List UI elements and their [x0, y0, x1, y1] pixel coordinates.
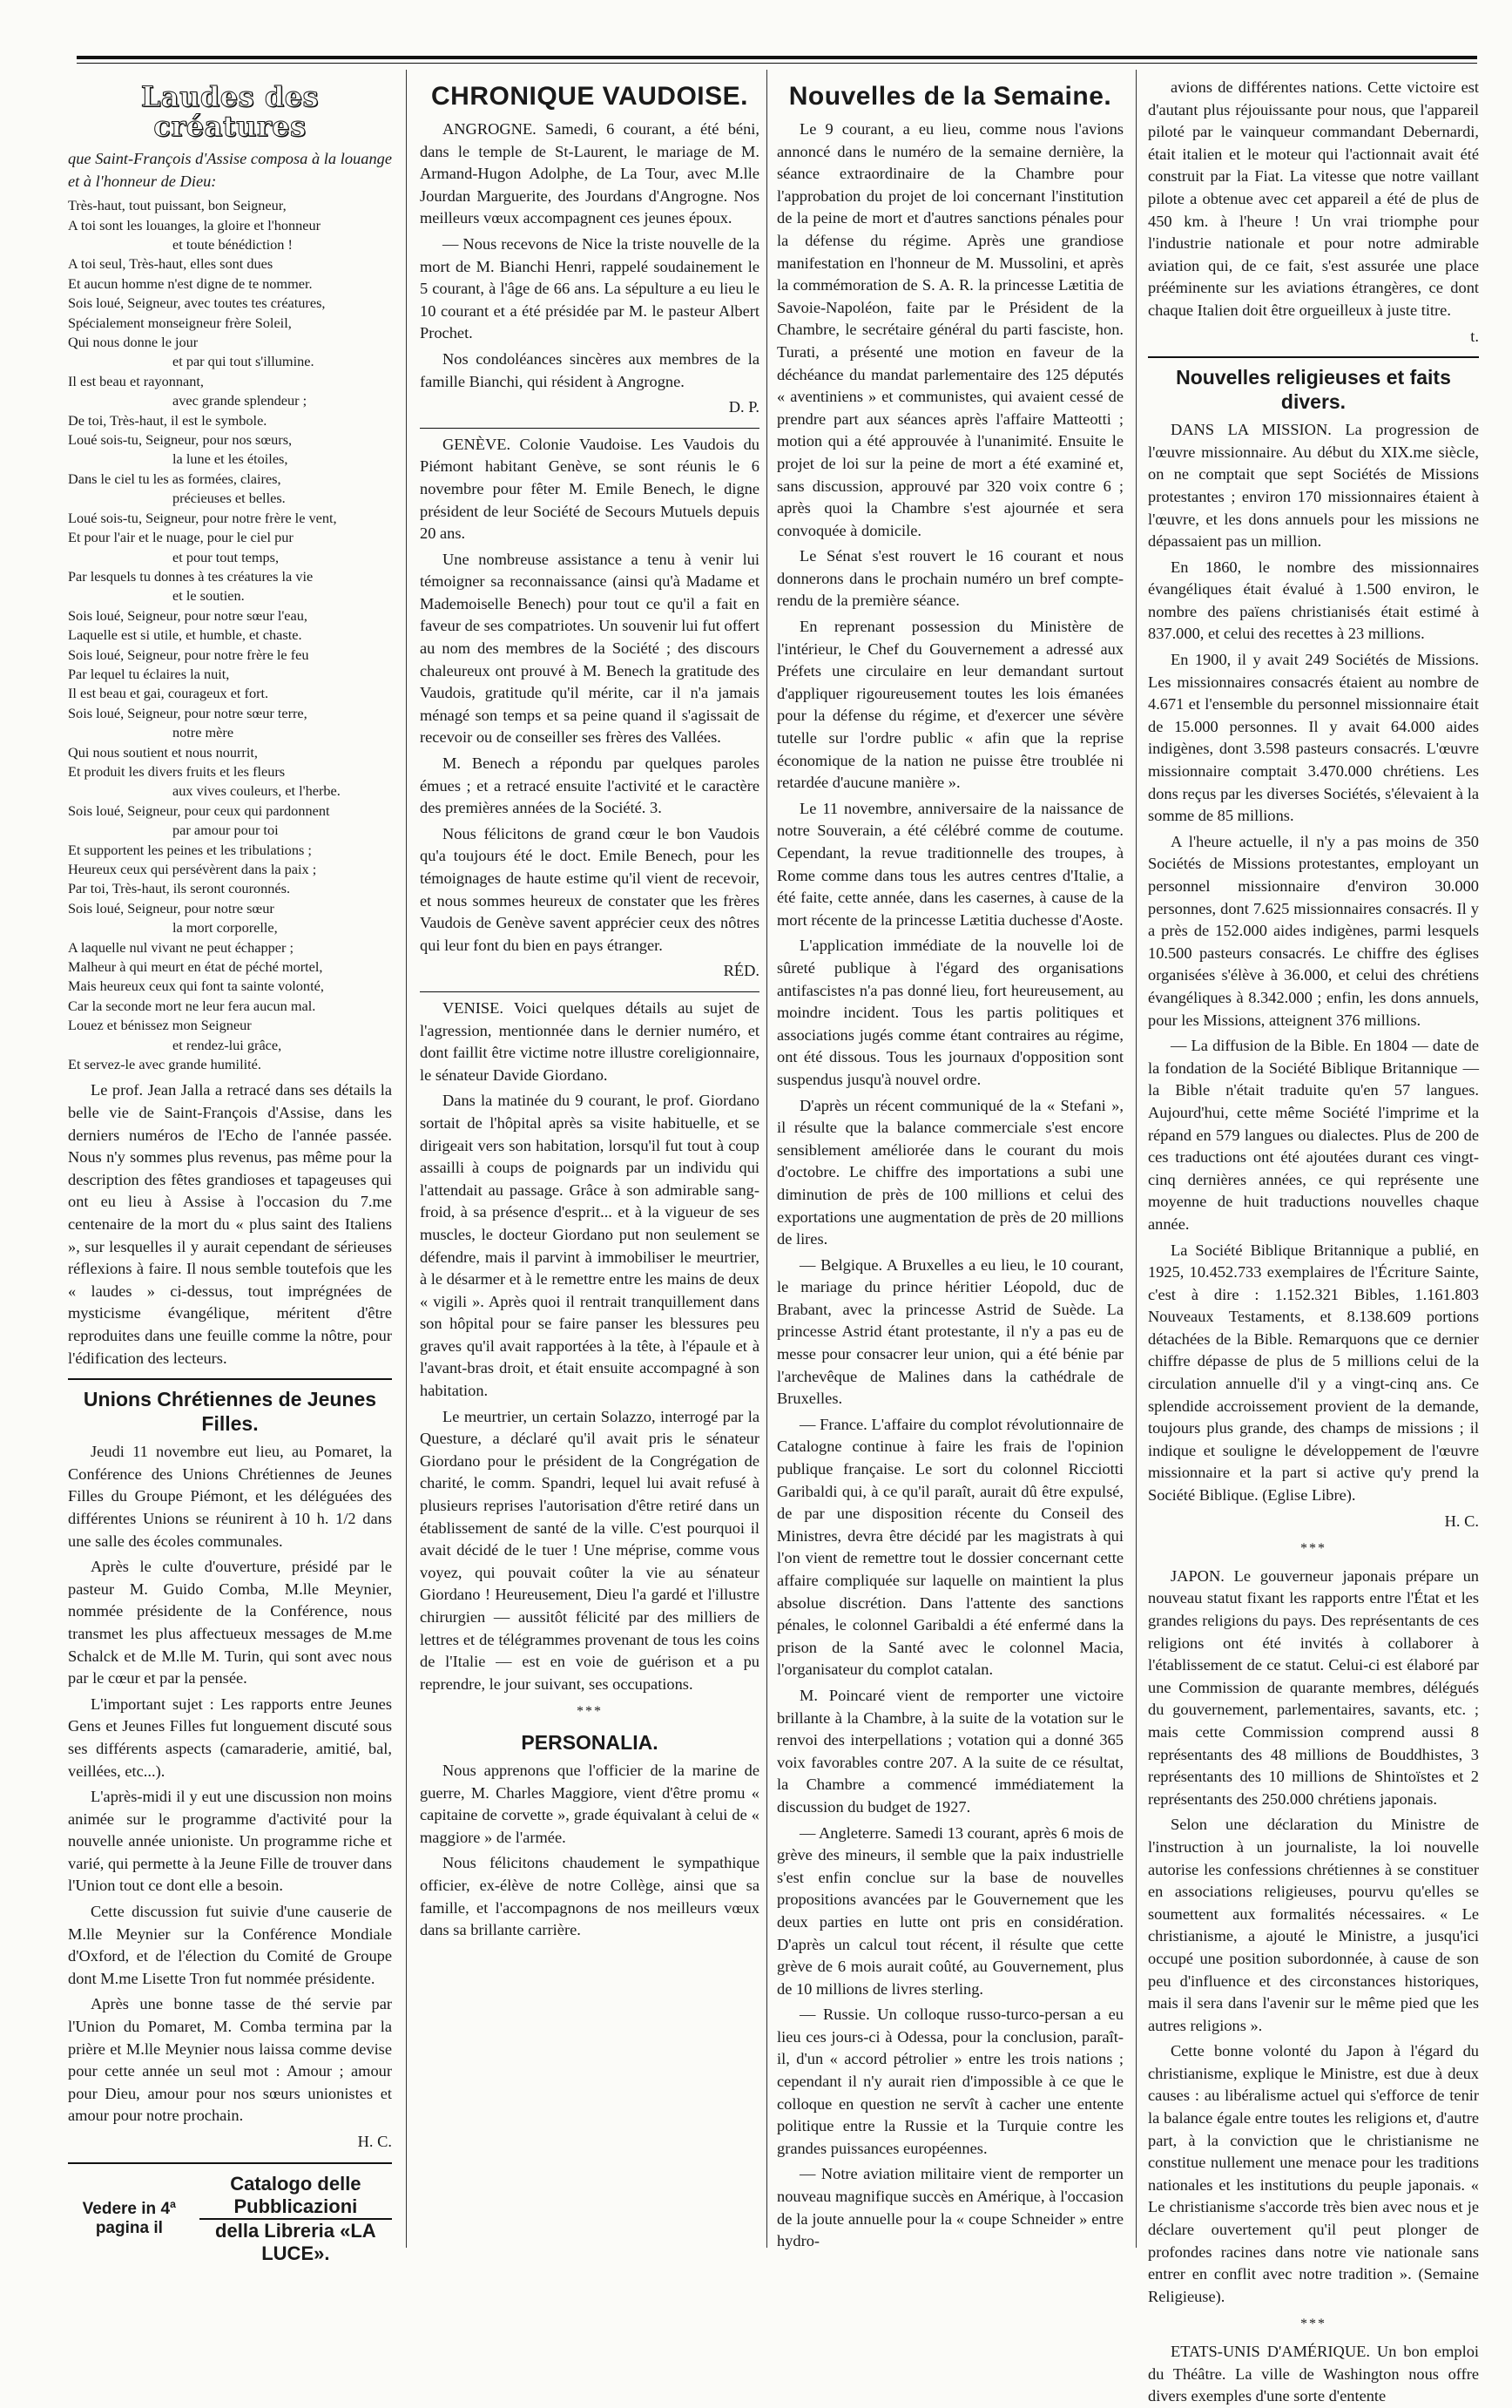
poem-line: De toi, Très-haut, il est le symbole. [68, 411, 267, 429]
paragraph: Après une bonne tasse de thé servie par l'Union du Pomaret, M. Comba termina par la prière et M.lle Meynier nous laissa comme devise pour cette année un seul mot : Amour ; amour pour Dieu, amour pour nos sœurs unionistes et amour pour notre prochain. [68, 1995, 392, 2125]
poem-line: Par toi, Très-haut, ils seront couronnés. [68, 880, 291, 897]
column-1 [68, 77, 392, 2264]
personalia-body [420, 1760, 759, 1942]
signature: RÉD. [723, 962, 759, 980]
divider [420, 991, 759, 992]
column-3 [777, 77, 1124, 2250]
advert-catalogue: Catalogo delle Pubblicazioni [199, 2173, 392, 2220]
separator-stars: *** [1300, 1541, 1326, 1557]
poem-line: A toi sont les louanges, la gloire et l'honneur [68, 216, 321, 233]
article-title-religieuses: Nouvelles religieuses et faits divers. [1176, 366, 1451, 414]
paragraph: Cette bonne volonté du Japon à l'égard du christianisme, explique le Ministre, est due à deux causes : au libéralisme actuel qui s'efforce de tenir la balance égale entre toutes les religions et, d'autre part, à la conviction que le christianisme ne constitue nullement une menace pour les traditions nationales et les institutions du peuple japonais. « Le christianisme s'accorde très bien avec nous et je déclare ouvertement qu'il peut plonger de profondes racines dans notre vie nationale sans entrer en conflit avec notre tradition ». (Semaine Religieuse). [1148, 2042, 1479, 2305]
poem-line: Sois loué, Seigneur, pour notre sœur terre, [68, 704, 307, 721]
paragraph: DANS LA MISSION. La progression de l'œuvre missionnaire. Au début du XIX.me siècle, on ne comptait que sept Sociétés de Missions protestantes ; environ 170 missionnaires étaient à l'œuvre, et les dons annuels pour les missions ne dépassaient pas un million. [1148, 421, 1479, 551]
poem-line: la mort corporelle, [172, 919, 278, 937]
aviation-continued [1148, 77, 1479, 322]
japon-body [1148, 1566, 1479, 2309]
poem-line: Sois loué, Seigneur, pour notre sœur [68, 899, 274, 917]
signature: t. [1470, 327, 1479, 345]
paragraph: ETATS-UNIS D'AMÉRIQUE. Un bon emploi du Théâtre. La ville de Washington nous offre divers exemples d'une sorte d'entente [1148, 2343, 1479, 2405]
paragraph: D'après un récent communiqué de la « Stefani », il résulte que la balance commerciale s'est encore sensiblement améliorée dans le courant du mois d'octobre. Le chiffre des importations a subi une diminution de près de 100 millions et celui des exportations une augmentation de près de 20 millions de lires. [777, 1096, 1124, 1248]
mission-body [1148, 419, 1479, 1507]
poem-line: et le soutien. [172, 587, 245, 605]
paragraph: M. Poincaré vient de remporter une victoire brillante à la Chambre, à la suite de la votation sur le renvoi des interpellations ; votation qui a donné 365 voix favorables contre 207. A la suite de ce résultat, la Chambre a commencé immédiatement la discussion du budget de 1927. [777, 1686, 1124, 1816]
poem-line: Très-haut, tout puissant, bon Seigneur, [68, 197, 287, 214]
advert-left: Vedere in 4ª pagina il [82, 2199, 177, 2237]
poem-line: Et produit les divers fruits et les fleurs [68, 762, 286, 780]
column-2 [420, 77, 759, 2246]
paragraph: Jeudi 11 novembre eut lieu, au Pomaret, la Conférence des Unions Chrétiennes de Jeunes Filles du Groupe Piémont, et les déléguées des différentes Unions se réunirent à 10 h. 1/2 dans une salle des écoles communales. [68, 1443, 392, 1550]
paragraph: En 1900, il y avait 249 Sociétés de Missions. Les missionnaires consacrés étaient au nombre de 4.671 et l'ensemble du personnel missionnaire était de 15.000 personnes. Il y avait 64.000 aides indigènes, dont 3.598 pasteurs consacrés. L'œuvre missionnaire comptait 3.470.000 chrétiens. Les dons reçus par les diverses Sociétés, s'élevaient à la somme de 85 millions. [1148, 651, 1479, 825]
poem-line: Et pour l'air et le nuage, pour le ciel pur [68, 529, 294, 546]
paragraph: Une nombreuse assistance a tenu à venir lui témoigner sa reconnaissance (ainsi qu'à Madame et Mademoiselle Benech) pour tout ce qu'il a fait en faveur de ses compatriotes. Un souvenir lui fut offert au nom des membres de la Société ; des discours chaleureux ont prouvé à M. Benech la gratitude des Vaudois, gratitude qu'il mérite, car il n'a jamais ménagé son temps et sa peine quand il s'agissait de recevoir ou de conseiller ses frères des Vallées. [420, 550, 759, 747]
poem-line: Par lesquels tu donnes à tes créatures la vie [68, 567, 314, 585]
poem-line: notre mère [172, 724, 234, 741]
divider [1148, 356, 1479, 358]
poem-line: Il est beau et gai, courageux et fort. [68, 685, 269, 702]
separator-stars: *** [1300, 2317, 1326, 2332]
chronique-venise [420, 998, 759, 1695]
poem-line: Mais heureux ceux qui font ta sainte volonté, [68, 977, 324, 995]
paragraph: Le meurtrier, un certain Solazzo, interrogé par la Questure, a déclaré qu'il avait pris le sénateur Giordano pour le président de la Congrégation de charité, le comm. Spandri, lequel lui avait refusé à plusieurs reprises l'autorisation d'être retiré dans un établissement de santé de la ville. C'est pourquoi il avait décidé de le tuer ! Une méprise, comme vous voyez, qui pouvait coûter la vie au sénateur Giordano ! Heureusement, Dieu l'a gardé et l'illustre chirurgien — aussitôt félicité par des milliers de lettres et de télégrammes provenant de tous les coins de l'Italie — est en voie de guérison et a pu reprendre, le jour suivant, ses occupations. [420, 1407, 759, 1693]
poem-line: Qui nous donne le jour [68, 334, 199, 351]
poem-line: Et servez-le avec grande humilité. [68, 1056, 261, 1073]
paragraph: avions de différentes nations. Cette victoire est d'autant plus réjouissante pour nous, que l'appareil piloté par le vainqueur commandant Debernardi, était italien et le moteur qui l'actionnait avait été construit par la Fiat. La vitesse que notre vaillant pilote a obtenue avec cet appareil a été de plus de 450 km. à l'heure ! Un vrai triomphe pour l'industrie nationale et pour notre admirable aviation qui, de ce fait, s'est assurée une place prééminente sur les aviations étrangères, ce dont chaque Italien doit être orgueilleux à juste titre. [1148, 78, 1479, 319]
paragraph: — Nous recevons de Nice la triste nouvelle de la mort de M. Bianchi Henri, rappelé soudainement le 5 courant, à l'âge de 66 ans. La sépulture a eu lieu le 10 courant et a été présidée par M. le pasteur Albert Prochet. [420, 234, 759, 342]
paragraph: M. Benech a répondu par quelques paroles émues ; et a retracé ensuite l'activité et le caractère des premières années de la Société. 3. [420, 754, 759, 817]
poem-line: la lune et les étoiles, [172, 450, 288, 468]
poem-line: par amour pour toi [172, 822, 279, 839]
paragraph: Le prof. Jean Jalla a retracé dans ses détails la belle vie de Saint-François d'Assise, dans les derniers numéros de l'Echo de l'année passée. Nous n'y sommes plus revenus, pas même pour la description des fêtes grandioses et tapageuses qui ont eu lieu à Assise à l'occasion du 7.me centenaire de la mort du « plus saint des Italiens », sur lesquelles il y aurait cependant de sérieuses réflexions à faire. Il nous semble toutefois que les « laudes » ci-dessus, tout imprégnées de mysticisme évangélique, méritent d'être reproduites dans une feuille comme la nôtre, pour l'édification des lecteurs. [68, 1081, 392, 1367]
poem-line: Spécialement monseigneur frère Soleil, [68, 314, 292, 331]
paragraph: ANGROGNE. Samedi, 6 courant, a été béni, dans le temple de St-Laurent, le mariage de M. Armand-Hugon Adolphe, de La Tour, avec M.lle Jourdan Marguerite, des Jourdans d'Angrogne. Nos meilleurs vœux accompagnent ces jeunes époux. [420, 120, 759, 227]
divider [420, 428, 759, 429]
article-title-unions: Unions Chrétiennes de Jeunes Filles. [83, 1388, 377, 1436]
advert-library: della Libreria «LA LUCE». [215, 2219, 376, 2264]
paragraph: L'application immédiate de la nouvelle loi de sûreté publique à l'égard des organisations antifascistes n'a pas donné lieu, fort heureusement, au moindre incident. Tous les partis politiques et associations jugés comme étant contraires au régime, ont été dissous. Tous les journaux d'opposition sont suspendus jusqu'à nouvel ordre. [777, 937, 1124, 1088]
divider [68, 2162, 392, 2164]
divider [68, 1378, 392, 1380]
paragraph: VENISE. Voici quelques détails au sujet de l'agression, mentionnée dans le dernier numéro, et dont faillit être victime notre illustre coreligionnaire, le sénateur Davide Giordano. [420, 998, 759, 1084]
paragraph: Selon une déclaration du Ministre de l'instruction à un journaliste, la loi nouvelle autorise les confessions chrétiennes à se constituer en associations religieuses, pourvu qu'elles se soumettent aux formalités nécessaires. « Le christianisme, a ajouté le Ministre, a jusqu'ici occupé une position subordonnée, à cause de son peu d'influence et des circonstances historiques, mais il sera dans l'avenir sur le même pied que les autres religions ». [1148, 1816, 1479, 2034]
poem-line: Sois loué, Seigneur, pour ceux qui pardonnent [68, 802, 330, 819]
poem-line: et rendez-lui grâce, [172, 1036, 282, 1053]
paragraph: Nous félicitons de grand cœur le bon Vaudois qu'a toujours été le doct. Emile Benech, pour les témoignages de haute estime qu'il vient de recevoir, et nous sommes heureux de constater que les frères Vaudois de Genève savent apprécier ceux des nôtres qui leur font du bien en pays étranger. [420, 824, 759, 954]
article-title-personalia: PERSONALIA. [521, 1730, 658, 1754]
poem-line: Malheur à qui meurt en état de péché mortel, [68, 958, 323, 976]
poem-line: et pour tout temps, [172, 548, 280, 565]
paragraph: Nous apprenons que l'officier de la marine de guerre, M. Charles Maggiore, vient d'être promu « capitaine de corvette », grade équivalant à celui de « maggiore » de l'armée. [420, 1761, 759, 1846]
paragraph: Nos condoléances sincères aux membres de la famille Bianchi, qui résident à Angrogne. [420, 349, 759, 390]
poem-line: précieuses et belles. [172, 490, 286, 507]
paragraph: JAPON. Le gouverneur japonais prépare un nouveau statut fixant les rapports entre l'État et les grandes religions du pays. Des représentants de ces religions ont été invités à collaborer à l'établissement de ce statut. Celui-ci est élaboré par une Commission de quarante membres, délégués du gouvernement, parlementaires, savants, etc. ; mais cette Commission comprend aussi 8 représentants des 48 millions de Bouddhistes, 3 représentants des 10 millions de Shintoïstes et 2 représentants des 250.000 chrétiens japonais. [1148, 1566, 1479, 1808]
poem-line: Dans le ciel tu les as formées, claires, [68, 470, 281, 487]
poem-line: avec grande splendeur ; [172, 392, 307, 409]
chronique-angrogne [420, 118, 759, 393]
signature: H. C. [1444, 1512, 1479, 1530]
unions-body [68, 1441, 392, 2127]
nouvelles-body [777, 118, 1124, 2253]
poem-line: Louez et bénissez mon Seigneur [68, 1017, 252, 1034]
top-rule-thin [77, 63, 1477, 64]
paragraph: La Société Biblique Britannique a publié, en 1925, 10.452.733 exemplaires de l'Écriture Sainte, c'est à dire : 1.152.321 Bibles, 1.161.803 Nouveaux Testaments, et 8.138.609 portions détachées de la Bible. Remarquons que ce dernier chiffre dépasse de plus de 5 millions celui de la circulation annuelle d'il y a vingt-cinq ans. Ce splendide accroissement provient de la demande, toujours plus grande, des champs de missions ; il indique et souligne le développement de l'œuvre missionnaire et la part si active qu'y prend la Société Biblique. (Eglise Libre). [1148, 1241, 1479, 1505]
poem-line: Sois loué, Seigneur, pour notre frère le feu [68, 646, 309, 663]
paragraph: — La diffusion de la Bible. En 1804 — date de la fondation de la Société Biblique Britannique — la Bible n'était traduite qu'en 57 langues. Aujourd'hui, cette même Société l'imprime et la répand en 579 langues ou dialectes. Plus de 200 de ces traductions ont été ajoutées durant ces vingt-cinq dernières années, ce qui représente une moyenne de huit traductions nouvelles chaque année. [1148, 1037, 1479, 1233]
top-rule [77, 56, 1477, 59]
paragraph: — Angleterre. Samedi 13 courant, après 6 mois de grève des mineurs, il semble que la paix industrielle s'est enfin conclue sur la base de nouvelles propositions avancées par le Gouvernement que les deux parties en lutte ont pris en considération. D'après un calcul tout récent, il résulte que cette grève de 6 mois aurait coûté, au Gouvernement, plus de 10 millions de livres sterling. [777, 1823, 1124, 1998]
column-divider [766, 70, 767, 2248]
paragraph: Après le culte d'ouverture, présidé par le pasteur M. Guido Comba, M.lle Meynier, nommée présidente de la Conférence, nous transmet les plus affectueux messages de M.me Schalck et de M.lle M. Turin, qui sont avec nous par le cœur et par la pensée. [68, 1558, 392, 1688]
paragraph: GENÈVE. Colonie Vaudoise. Les Vaudois du Piémont habitant Genève, se sont réunis le 6 novembre pour fêter M. Emile Benech, le digne président de leur Société de Secours Mutuels depuis 20 ans. [420, 435, 759, 543]
article-subtitle: que Saint-François d'Assise composa à la louange et à l'honneur de Dieu: [68, 150, 392, 190]
paragraph: Nous félicitons chaudement le sympathique officier, ex-élève de notre Collège, ainsi que sa famille, et l'accompagnons de nos meilleurs vœux dans sa brillante carrière. [420, 1854, 759, 1939]
poem-line: Il est beau et rayonnant, [68, 372, 204, 389]
poem-line: Laquelle est si utile, et humble, et chaste. [68, 626, 302, 644]
poem-line: Loué sois-tu, Seigneur, pour nos sœurs, [68, 431, 293, 449]
poem-line: Sois loué, Seigneur, avec toutes tes créatures, [68, 294, 326, 312]
paragraph: — Notre aviation militaire vient de remporter un nouveau magnifique succès en Amérique, à l'occasion de la joute annuelle pour la « coupe Schneider » entre hydro- [777, 2165, 1124, 2250]
chronique-geneve [420, 434, 759, 957]
poem-line: A laquelle nul vivant ne peut échapper ; [68, 938, 294, 956]
paragraph: — France. L'affaire du complot révolutionnaire de Catalogne continue à faire les frais de l'opinion publique française. Le sort du colonnel Ricciotti Garibaldi qui, à ce qu'il paraît, aurait dû être expulsé, de par une disposition récente du Conseil des Ministres, devra être décidé par les magistrats à qui l'on vient de remettre tout le dossier concernant cette affaire compliquée sur laquelle on maintient la plus absolue discrétion. Dans l'attente des sanctions pénales, le colonnel Garibaldi a été enfermé dans la prison de la Santé avec le colonnel Macia, l'organisateur du complot catalan. [777, 1415, 1124, 1679]
poem-line: aux vives couleurs, et l'herbe. [172, 782, 341, 800]
paragraph: Dans la matinée du 9 courant, le prof. Giordano sortait de l'hôpital après sa visite habituelle, et se dirigeait vers son habitation, lorsqu'il fut tout à coup assailli à coups de poignards par un individu qui l'attendait au passage. Grâce à son admirable sang-froid, à sa présence d'esprit... et à la vigueur de ses muscles, le docteur Giordano put non seulement se défendre, mais il parvint à immobiliser le meurtrier, à le désarmer et à le remettre entre les mains de deux « vigili ». Après quoi il rentrait tranquillement dans son hôpital pour se faire panser les blessures peu graves qu'il avait rapportées à la tête, à l'épaule et à l'avant-bras droit, et était ensuite accompagné à son habitation. [420, 1092, 759, 1400]
poem-line: Car la seconde mort ne leur fera aucun mal. [68, 997, 316, 1014]
paragraph: L'après-midi il y eut une discussion non moins animée sur le programme d'activité pour la nouvelle année unioniste. Un programme riche et varié, qui permette à la Jeune Fille de trouver dans l'Union tout ce dont elle a besoin. [68, 1788, 392, 1895]
paragraph: Le 11 novembre, anniversaire de la naissance de notre Souverain, a été célébré comme de coutume. Cependant, la revue traditionnelle des troupes, à Rome comme dans tous les autres centres d'Italie, a été faite, cette année, dans les casernes, à cause de la mort récente de la princesse Lætitia duchesse d'Aoste. [777, 799, 1124, 929]
article-title-laudes: Laudes des créatures [140, 80, 320, 143]
etats-unis-body [1148, 2341, 1479, 2408]
article-title-nouvelles: Nouvelles de la Semaine. [788, 82, 1112, 111]
column-divider [406, 70, 407, 2248]
poem-line: et toute bénédiction ! [172, 236, 293, 253]
poem-line: et par qui tout s'illumine. [172, 353, 314, 370]
article-title-chronique: CHRONIQUE VAUDOISE. [431, 82, 748, 111]
poem-line: Et supportent les peines et les tribulations ; [68, 841, 312, 858]
poem-line: Loué sois-tu, Seigneur, pour notre frère le vent, [68, 509, 337, 526]
poem-line: Par lequel tu éclaires la nuit, [68, 665, 230, 682]
paragraph: Le Sénat s'est rouvert le 16 courant et nous donnerons dans le prochain numéro un bref compte-rendu de la première séance. [777, 547, 1124, 610]
poem-line: Sois loué, Seigneur, pour notre sœur l'eau, [68, 606, 307, 624]
advert [68, 2173, 392, 2265]
poem-line: Heureux ceux qui persévèrent dans la paix ; [68, 861, 317, 877]
poem [68, 196, 392, 1074]
paragraph: — Belgique. A Bruxelles a eu lieu, le 10 courant, le mariage du prince héritier Léopold, duc de Brabant, avec la princesse Astrid de Suède. La princesse Astrid étant protestante, il n'y a pas eu de messe pour consacrer leur union, qui a été bénie par l'archevêque de Malines dans la cathédrale de Bruxelles. [777, 1255, 1124, 1408]
paragraph: — Russie. Un colloque russo-turco-persan a eu lieu ces jours-ci à Odessa, pour la conclusion, paraît-il, d'un « accord pétrolier » entre les trois nations ; cependant il n'y aurait rien d'impossible à ce que le colloque en question ne servît à cacher une entente politique entre la Russie et la Turquie contre les grandes puissances européennes. [777, 2006, 1124, 2157]
poem-line: A toi seul, Très-haut, elles sont dues [68, 255, 273, 273]
signature: H. C. [357, 2133, 392, 2150]
paragraph: L'important sujet : Les rapports entre Jeunes Gens et Jeunes Filles fut longuement discuté sous ses différents aspects (camaraderie, amitié, bal, veillées, etc...). [68, 1694, 392, 1780]
signature: D. P. [728, 398, 759, 416]
column-4 [1148, 77, 1479, 2405]
paragraph: A l'heure actuelle, il n'y a pas moins de 350 Sociétés de Missions protestantes, employant un personnel missionnaire d'environ 30.000 personnes, dont 7.625 missionnaires consacrés. Il y a près de 152.000 aides indigènes, parmi lesquels 10.500 pasteurs consacrés. Le chiffre des églises organisées s'élève à 36.000, et celui des chrétiens évangéliques à 8.342.000 ; enfin, les dons annuels, pour les Missions, atteignent 376 millions. [1148, 832, 1479, 1029]
paragraph: Cette discussion fut suivie d'une causerie de M.lle Meynier sur la Conférence Mondiale d'Oxford, et de l'élection du Comité de Groupe dont M.me Lisette Tron fut nommée présidente. [68, 1903, 392, 1987]
paragraph: En 1860, le nombre des missionnaires évangéliques était évalué à 1.500 environ, le nombre des païens christianisés était estimé à 837.000, et celui des recettes à 23 millions. [1148, 558, 1479, 643]
paragraph: Le 9 courant, a eu lieu, comme nous l'avions annoncé dans le numéro de la semaine dernière, la séance extraordinaire de la Chambre pour l'approbation du projet de loi concernant l'institution de la peine de mort et d'autres sanctions pénales pour la défense du régime. Après une grandiose manifestation en l'honneur de M. Mussolini, et après la commémoration de S. A. R. la princesse Lætitia de Savoie-Napoléon, faite par le Président de la Chambre, le secrétaire général du parti fasciste, hon. Turati, a présenté une motion en faveur de la déchéance du mandat parlementaire des 125 députés « aventiniens » et communistes, qui avaient cessé de prendre part aux séances après l'affaire Matteotti ; motion qui a été approuvée à l'unanimité. Ensuite le projet de loi sur la peine de mort a été examiné et, sans discussion, approuvé par 320 voix contre 6 ; après quoi la Chambre s'est ajournée et sera convoquée à domicile. [777, 120, 1124, 539]
paragraph: En reprenant possession du Ministère de l'intérieur, le Chef du Gouvernement a adressé aux Préfets une circulaire en leur demandant surtout d'appliquer rigoureusement toutes les lois émanées pour la défense du régime, et d'exercer une sévère tutelle sur l'ordre public « afin que la reprise économique de la nation ne puisse être troublée ni retardée d'aucune manière ». [777, 618, 1124, 792]
column-divider [1136, 70, 1137, 2248]
separator-stars: *** [577, 1704, 603, 1720]
poem-line: Et aucun homme n'est digne de te nommer. [68, 274, 313, 292]
poem-line: Qui nous soutient et nous nourrit, [68, 743, 258, 761]
advert-right [199, 2173, 392, 2265]
